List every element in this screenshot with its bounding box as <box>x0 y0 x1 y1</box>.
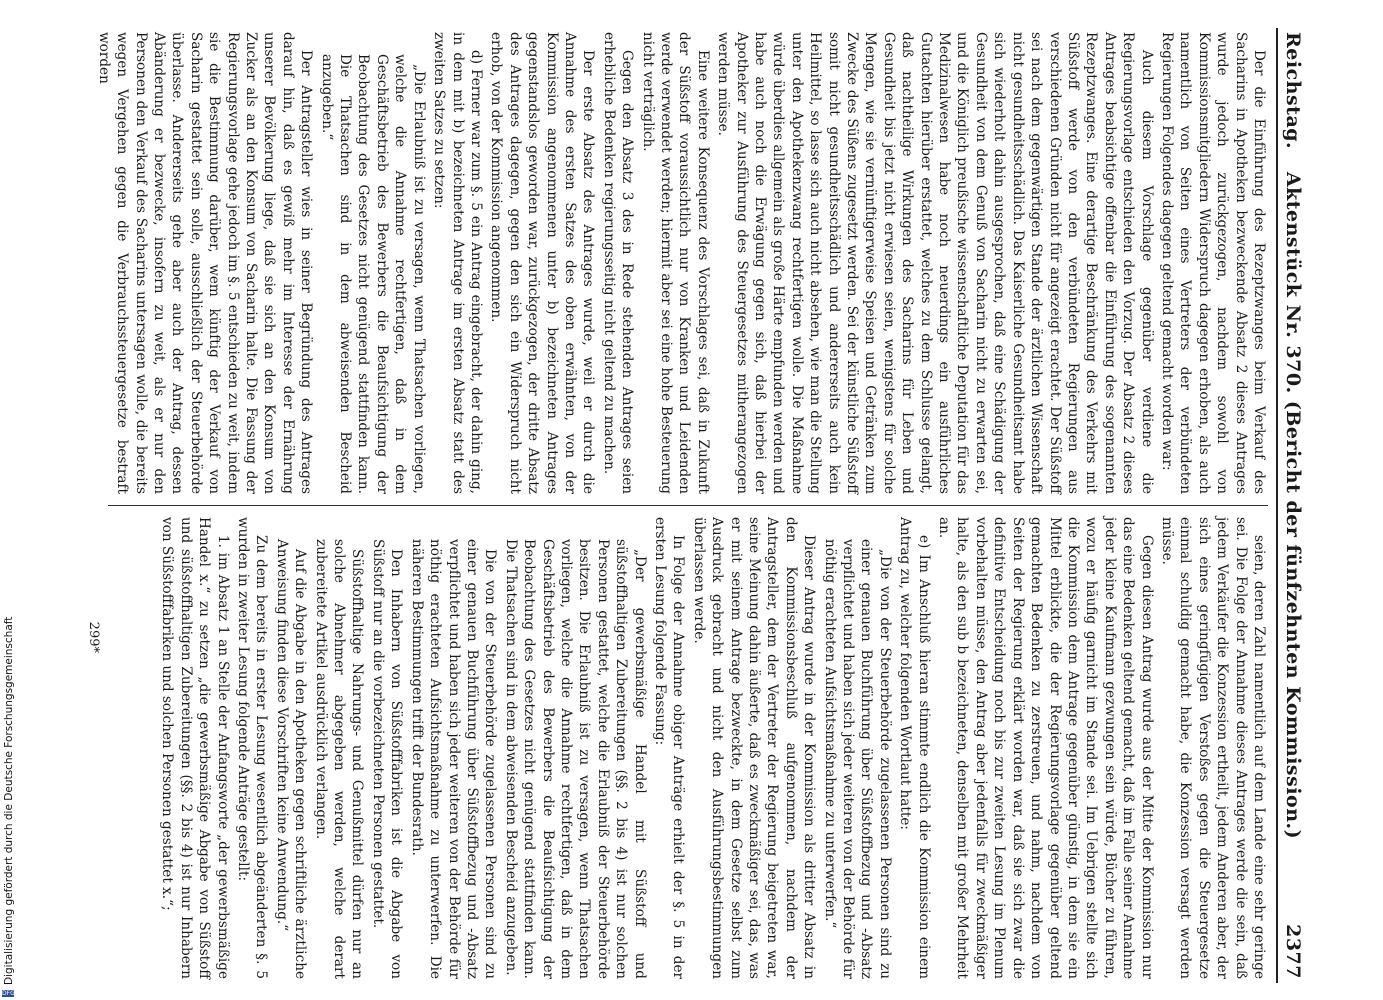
header-title: Aktenstück Nr. 370. (Bericht der fünfzehnten Kommission.) <box>1282 171 1304 840</box>
paragraph: Die von der Steuerbehörde zugelassenen Personen sind zu einer genauen Buchführung über Süßstoffbezug und -Absatz verpflichtet und haben sich jeder weiteren von der Behörde für nöthig erachteten Aufsichtsmaßnahme zu unterwerfen. Die näheren Bestimmungen trifft der Bundesrath. <box>408 539 499 979</box>
document-page <box>78 28 1308 983</box>
paragraph: „Der gewerbsmäßige Handel mit Süßstoff und süßstoffhaltigen Zubereitungen (§§. 2 bis 4) ist nur solchen Personen gestattet, welche die Erlaubniß der Steuerbehörde besitzen. Die Erlaubniß ist zu versagen, wenn Thatsachen vorliegen, welche die Annahme rechtfertigen, daß in dem Geschäftsbetrieb des Bewerbers die Beaufsichtigung der Beobachtung des Gesetzes nicht genügend stattfinden kann. Die Thatsachen sind in dem abweisenden Bescheid anzugeben. <box>502 539 648 979</box>
paragraph: Auch diesem Vorschlage gegenüber verdiene die Regierungsvorlage entschieden den Vorzug. Der Absatz 2 dieses Antrages beabsichtige offenbar die Einführung des sogenannten Rezeptzwanges. Eine derartige Beschränkung des Verkehrs mit Süßstoff werde von den verbündeten Regierungen aus verschiedenen Gründen nicht für angezeigt erachtet. Der Süßstoff sei nach dem gegenwärtigen Stande der ärztlichen Wissenschaft nicht gesundheitsschädlich. Das Kaiserliche Gesundheitsamt habe sich wiederholt dahin ausgesprochen, daß eine Schädigung der Gesundheit von dem Genuß von Sacharin nicht zu erwarten sei, und die Königlich preußische wissenschaftliche Deputation für das Medizinalwesen habe noch neuerdings ein ausführliches Gutachten hierüber erstattet, welches zu dem Schlusse gelangt, daß nachtheilige Wirkungen des Sacharins für Leben und Gesundheit bis jetzt nicht erwiesen seien, wenigstens für solche Mengen, wie sie vernünftigerweise Speisen und Getränken zum Zwecke des Süßens zugesetzt werden. Sei der künstliche Süßstoff somit nicht gesundheitsschädlich und andererseits auch kein Heilmittel, so lasse sich auch nicht absehen, wie man die Stellung unter den Apothekenzwang rechtfertigen wolle. Die Maßnahme würde überdies allgemein als große Härte empfunden werden und habe auch noch die Erwägung gegen sich, daß hierbei der Apotheker zur Ausführung des Steuergesetzes mitherangezogen werden müsse. <box>715 32 1155 494</box>
paragraph: seien, deren Zahl namentlich auf dem Lande eine sehr geringe sei. Die Folge der Annahme dieses Antrages werde die sein, daß jedem Verkäufer die Konzession ertheilt, jedem Anderen aber, der sich eines geringfügigen Verstoßes gegen die Steuergesetze einmal schuldig gemacht habe, die Konzession versagt werden müsse. <box>1158 517 1267 979</box>
paragraph: „Die von der Steuerbehörde zugelassenen Personen sind zu einer genauen Buchführung über Süßstoffbezug und -Absatz verpflichtet und haben sich jeder weiteren von der Behörde für nöthig erachteten Aufsichtsmaßnahme zu unterwerfen.“ <box>821 539 893 979</box>
paragraph: Auf die Abgabe in den Apotheken gegen schriftliche ärztliche Anweisung finden diese Vorschriften keine Anwendung.“ <box>273 539 309 979</box>
paragraph: 1. im Absatz 1 an Stelle der Anfangsworte „der gewerbsmäßige Handel x.“ zu setzen „die gewerbsmäßige Abgabe von Süßstoff und süßstoffhaltigen Zubereitungen (§§. 2 bis 4) ist nur Inhabern von Süßstofffabriken und solchen Personen gestattet x.“; <box>159 517 231 979</box>
header-left: Reichstag. <box>1282 32 1304 150</box>
paragraph: e) Im Anschluß hieran stimmte endlich die Kommission einem Antrag zu, welcher folgenden Wortlaut hatte: <box>897 517 932 979</box>
paragraph: Dieser Antrag wurde in der Kommission als dritter Absatz in den Kommissionsbeschluß aufgenommen, nachdem der Antragsteller, dem der Vertreter der Regierung beigetreten war, seine Meinung dahin äußerte, daß es zweckmäßiger sei, das, was er mit seinem Antrage bezweckte, in dem Gesetze selbst zum Ausdruck gebracht und nicht den Ausführungsbestimmungen überlassen werde. <box>690 517 818 979</box>
dfg-logo-icon: DFG <box>2 990 15 997</box>
column-divider <box>108 505 1268 506</box>
page-header <box>1276 28 1308 983</box>
paragraph: Gegen diesen Antrag wurde aus der Mitte der Kommission nur das eine Bedenken geltend gemacht, daß im Falle seiner Annahme jeder kleine Kaufmann gezwungen sein würde, Bücher zu führen, wozu er häufig garnicht im Stande sei. Im Uebrigen stellte sich die Kommission dem Antrage gegenüber günstig, in dem sie ein Mittel erblickte, die der Regierungsvorlage gegenüber geltend gemachten Bedenken zu zerstreuen, und nahm, nachdem von Seiten der Regierung erklärt worden war, daß sie sich zwar die definitive Entscheidung noch bis zur zweiten Lesung im Plenum vorbehalten müsse, den Antrag aber jedenfalls für zweckmäßiger halte, als den sub b bezeichneten, denselben mit großer Mehrheit an. <box>936 517 1155 979</box>
paragraph: In Folge der Annahme obiger Anträge erhielt der §. 5 in der ersten Lesung folgende Fassung: <box>652 517 687 979</box>
paragraph: Den Inhabern von Süßstofffabriken ist die Abgabe von Süßstoff nur an die vorbezeichneten Personen gestattet. <box>369 539 405 979</box>
paragraph: Der die Einführung des Rezeptzwanges beim Verkauf des Sacharins in Apotheken bezweckende Absatz 2 dieses Antrages wurde jedoch zurückgezogen, nachdem sowohl von Kommissionsmitgliedern Widerspruch dagegen erhoben, als auch namentlich von Seiten eines Vertreters der verbündeten Regierungen Folgendes dagegen geltend gemacht worden war: <box>1158 32 1267 494</box>
funding-note: Digitalisierung gefördert durch die Deutsche Forschungsgemeinschaft <box>3 616 15 985</box>
paragraph: Eine weitere Konsequenz des Vorschlages sei, daß in Zukunft der Süßstoff voraussichtlich nur von Kranken und Leidenden werde verwendet werden; hiermit aber sei eine hohe Besteuerung nicht verträglich. <box>639 32 711 494</box>
signature-mark: 299* <box>86 621 101 653</box>
paragraph: Zu dem bereits in erster Lesung wesentlich abgeänderten §. 5 wurden in zweiter Lesung folgende Anträge gestellt: <box>235 517 270 979</box>
paragraph: Der erste Absatz des Antrages wurde, weil er durch die Annahme des ersten Satzes des oben erwähnten, von der Kommission angenommenen unter b) bezeichneten Antrages gegenstandslos geworden war, zurückgezogen, der dritte Absatz des Antrages dagegen, gegen den sich ein Widerspruch nicht erhob, von der Kommission angenommen. <box>488 32 597 494</box>
text-column-left <box>95 32 1268 494</box>
paragraph: Süßstoffhaltige Nahrungs- und Genußmittel dürfen nur an solche Abnehmer abgegeben werden, welche derart zubereitete Artikel ausdrücklich verlangen. <box>312 539 366 979</box>
paragraph: Gegen den Absatz 3 des in Rede stehenden Antrages seien erhebliche Bedenken regierungsseitig nicht geltend zu machen. <box>600 32 636 494</box>
text-column-right <box>108 517 1268 979</box>
page-number: 2377 <box>1282 924 1304 979</box>
paragraph: „Die Erlaubniß ist zu versagen, wenn Thatsachen vorliegen, welche die Annahme rechtfertigen, daß in dem Geschäftsbetrieb des Bewerbers die Beaufsichtigung der Beobachtung des Gesetzes nicht genügend stattfinden kann. Die Thatsachen sind in dem abweisenden Bescheid anzugeben.“ <box>318 54 427 494</box>
paragraph: Der Antragsteller wies in seiner Begründung des Antrages darauf hin, daß es gewiß mehr im Interesse der Ernährung unserer Bevölkerung liege, daß sie sich an den Konsum von Zucker als an den Konsum von Sacharin halte. Die Fassung der Regierungsvorlage gehe jedoch im §. 5 entschieden zu weit, indem sie die Bestimmung darüber, wem künftig der Verkauf von Sacharin gestattet sein solle, ausschließlich der Steuerbehörde überlasse. Andererseits gehe aber auch der Antrag, dessen Abänderung er bezwecke, insofern zu weit, als er nur den Personen den Verkauf des Sacharins untersagen wolle, die bereits wegen Vergehen gegen die Verbrauchssteuergesetze bestraft worden <box>95 32 315 494</box>
paragraph: d) Ferner war zum §. 5 ein Antrag eingebracht, der dahin ging, in dem mit b) bezeichneten Antrage im ersten Absatz statt des zweiten Satzes zu setzen: <box>431 32 484 494</box>
